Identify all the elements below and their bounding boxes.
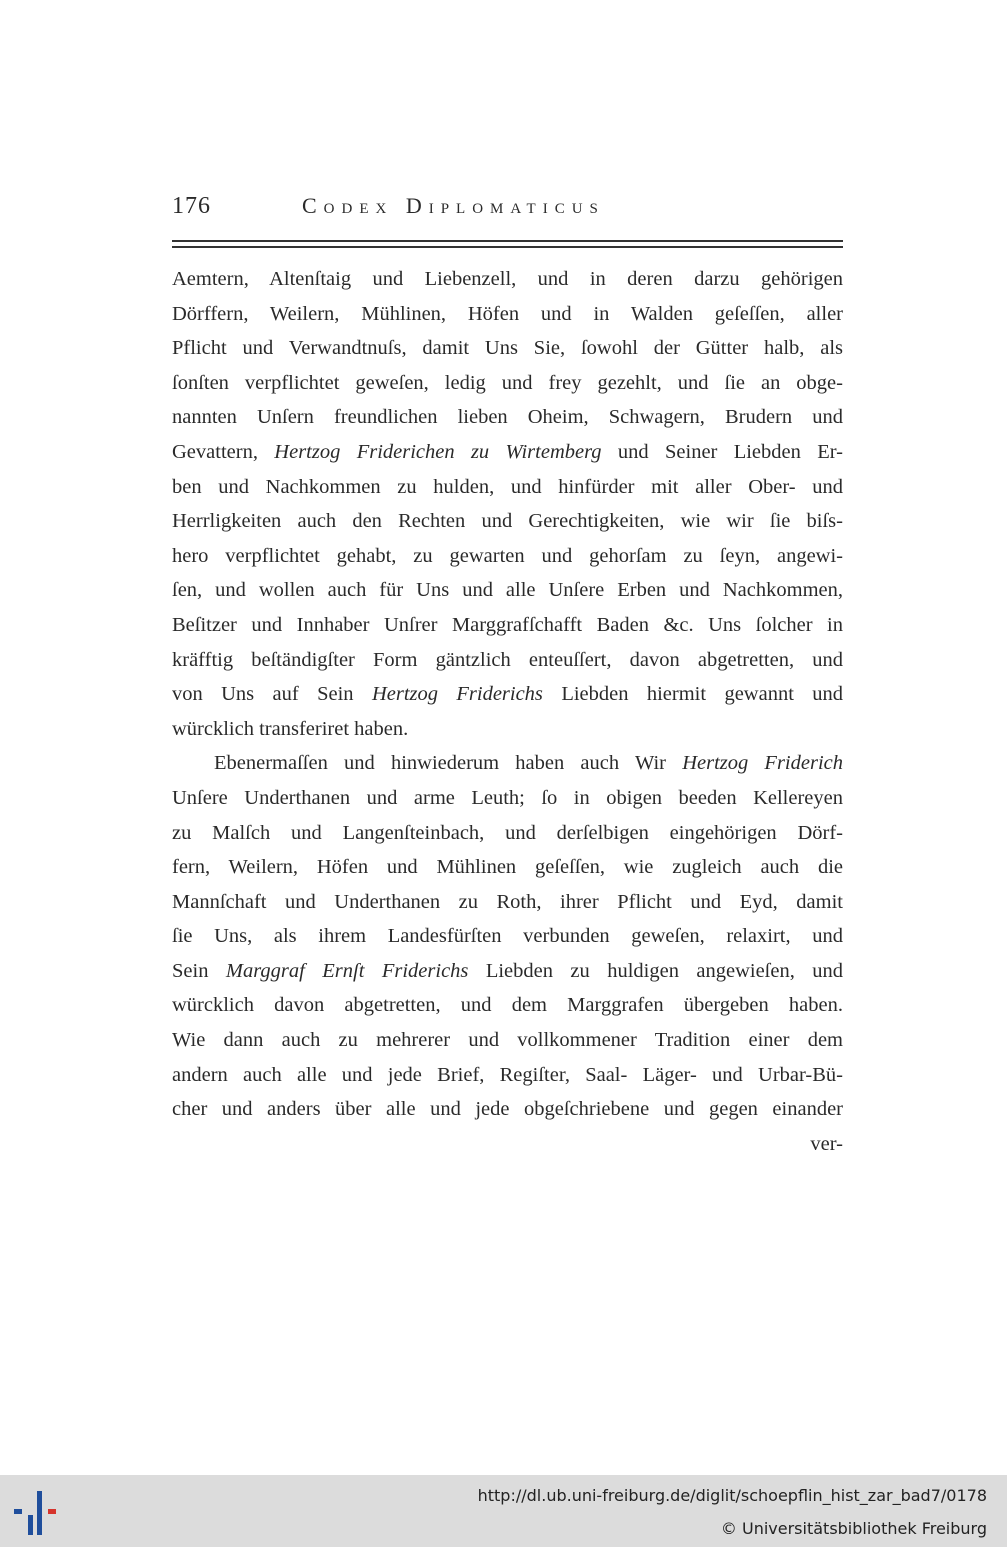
text-line: ben und Nachkommen zu hulden, und hinfürder mit aller Ober- und (172, 475, 843, 498)
body-text (172, 262, 843, 1161)
italic-name: Hertzog Friderich (682, 752, 843, 775)
text-line: zu Malſch und Langenſteinbach, und derſelbigen eingehörigen Dörf- (172, 821, 843, 844)
ub-freiburg-logo-icon (12, 1487, 64, 1537)
text-line: Dörffern, Weilern, Mühlinen, Höfen und in Walden geſeſſen, aller (172, 302, 843, 325)
text-line: Unſere Underthanen und arme Leuth; ſo in obigen beeden Kellereyen (172, 786, 843, 809)
text-line (172, 677, 843, 712)
text-line: ſonſten verpflichtet geweſen, ledig und frey gezehlt, und ſie an obge- (172, 371, 843, 394)
text-segment: Sein (172, 959, 209, 982)
text-line: nannten Unſern freundlichen lieben Oheim, Schwagern, Brudern und (172, 406, 843, 429)
text-line: cher und anders über alle und jede obgeſchriebene und gegen einander (172, 1098, 843, 1121)
text-segment: Liebden hiermit gewannt und (561, 683, 843, 706)
text-segment: Liebden zu huldigen angewieſen, und (485, 959, 843, 982)
running-title: Codex Diplomaticus (302, 193, 605, 218)
text-line: Wie dann auch zu mehrerer und vollkommener Tradition einer dem (172, 1029, 843, 1052)
italic-name: Marggraf Ernſt Friderichs (225, 959, 469, 982)
source-url-link[interactable]: http://dl.ub.uni-freiburg.de/diglit/schoepflin_hist_zar_bad7/0178 (477, 1486, 987, 1505)
text-line: fern, Weilern, Höfen und Mühlinen geſeſſen, wie zugleich auch die (172, 856, 843, 879)
text-line: würcklich transferiret haben. (172, 717, 409, 740)
text-segment: und Seiner Liebden Er- (617, 440, 843, 463)
page-number: 176 (172, 193, 211, 219)
text-line: kräfftig beſtändigſter Form gäntzlich enteuſſert, davon abgetretten, und (172, 648, 843, 671)
text-line: Aemtern, Altenſtaig und Liebenzell, und in deren darzu gehörigen (172, 268, 843, 290)
text-segment: Ebenermaſſen und hinwiederum haben auch Wir (214, 752, 666, 775)
header-rule (172, 240, 843, 242)
catchword: ver- (810, 1132, 843, 1155)
text-line: würcklich davon abgetretten, und dem Marggrafen übergeben haben. (172, 994, 843, 1017)
header-rule (172, 246, 843, 248)
text-segment: von Uns auf Sein (172, 683, 354, 706)
text-line: Pflicht und Verwandtnuſs, damit Uns Sie, ſowohl der Gütter halb, als (172, 337, 843, 360)
copyright-text: © Universitätsbibliothek Freiburg (720, 1519, 987, 1538)
text-line: Mannſchaft und Underthanen zu Roth, ihrer Pflicht und Eyd, damit (172, 890, 843, 913)
text-line: Herrligkeiten auch den Rechten und Gerechtigkeiten, wie wir ſie biſs- (172, 510, 843, 533)
text-line: andern auch alle und jede Brief, Regiſter, Saal- Läger- und Urbar-Bü- (172, 1063, 843, 1086)
italic-name: Hertzog Friderichs (371, 683, 543, 706)
text-line: ſie Uns, als ihrem Landesfürſten verbunden geweſen, relaxirt, und (172, 925, 843, 948)
text-line: ſen, und wollen auch für Uns und alle Unſere Erben und Nachkommen, (172, 579, 843, 602)
footer-bar (0, 1475, 1007, 1547)
text-line: hero verpflichtet gehabt, zu gewarten und gehorſam zu ſeyn, angewi- (172, 544, 843, 567)
text-line (172, 954, 843, 989)
italic-name: Hertzog Friderichen zu Wirtemberg (274, 440, 602, 463)
text-line: Beſitzer und Innhaber Unſrer Marggrafſchafft Baden &c. Uns ſolcher in (172, 613, 843, 636)
text-segment: Gevattern, (172, 440, 258, 463)
text-line (172, 435, 843, 470)
text-line (172, 746, 843, 781)
page-header (172, 193, 844, 233)
